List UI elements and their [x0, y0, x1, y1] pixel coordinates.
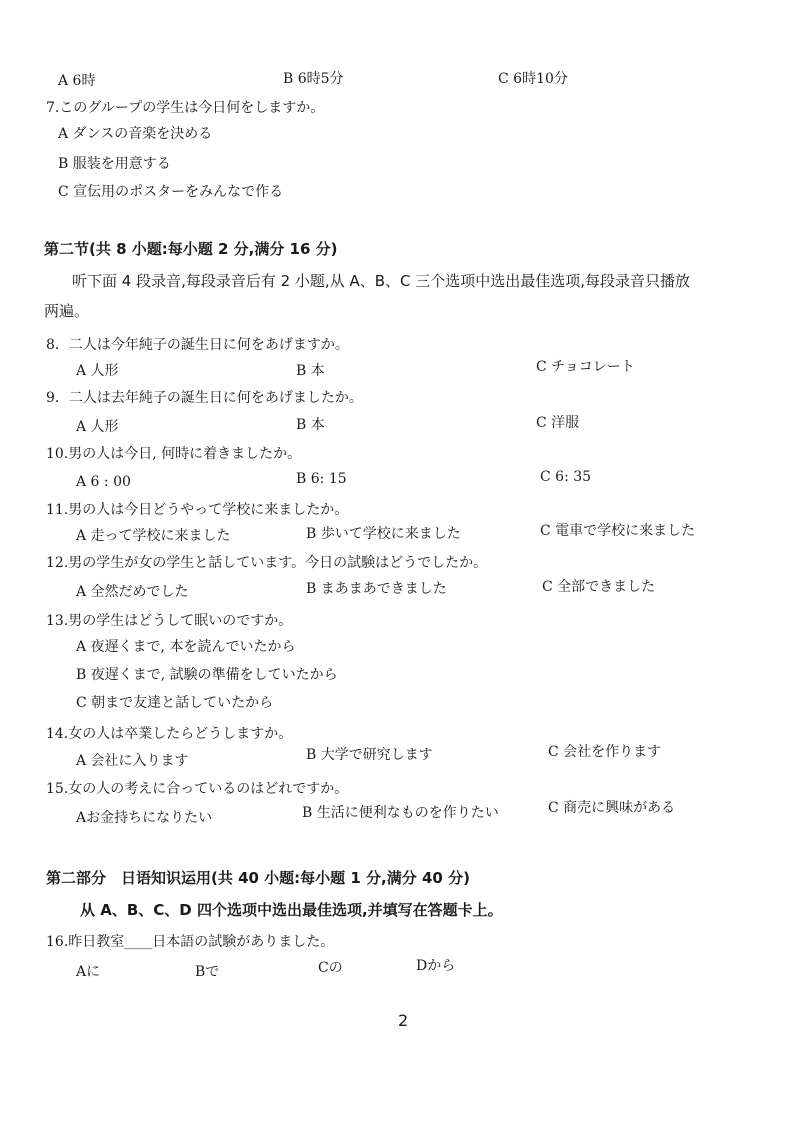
q6-option-c: C 6時10分 [498, 71, 568, 87]
q10-stem: 10.男の人は今日, 何時に着きましたか。 [46, 446, 302, 462]
q11-option-a: A 走って学校に来ました [76, 528, 231, 544]
q10-option-b: B 6: 15 [296, 471, 347, 487]
q13-option-a: A 夜遅くまで, 本を読んでいたから [76, 639, 296, 655]
q15-option-c: C 商売に興味がある [548, 800, 676, 816]
q6-option-a: A 6時 [58, 73, 96, 89]
section2-instructions-line1: 听下面 4 段录音,每段录音后有 2 小题,从 A、B、C 三个选项中选出最佳选项,每段录音只播放 [72, 272, 691, 290]
q14-option-c: C 会社を作ります [548, 744, 662, 760]
q7-stem: 7.このグループの学生は今日何をしますか。 [46, 100, 325, 116]
q8-option-a: A 人形 [76, 363, 119, 379]
q14-option-b: B 大学で研究します [306, 747, 433, 763]
q12-option-b: B まあまあできました [306, 581, 447, 597]
q16-option-c: Cの [318, 960, 343, 976]
q11-stem: 11.男の人は今日どうやって学校に来ましたか。 [46, 502, 349, 518]
q13-stem: 13.男の学生はどうして眠いのですか。 [46, 613, 293, 629]
q9-option-c: C 洋服 [536, 415, 580, 431]
q15-option-a: Aお金持ちになりたい [76, 810, 213, 826]
section2-heading: 第二节(共 8 小题:每小题 2 分,满分 16 分) [44, 240, 338, 258]
page-number: 2 [398, 1011, 409, 1030]
q15-option-b: B 生活に便利なものを作りたい [302, 805, 499, 821]
q8-stem: 8．二人は今年純子の誕生日に何をあげますか。 [46, 337, 349, 353]
q16-stem: 16.昨日教室____日本語の試験がありました。 [46, 934, 335, 950]
q7-option-b: B 服装を用意する [58, 156, 171, 172]
q13-option-c: C 朝まで友達と話していたから [76, 695, 274, 711]
q16-option-b: Bで [195, 964, 220, 980]
q14-stem: 14.女の人は卒業したらどうしますか。 [46, 726, 293, 742]
q8-option-c: C チョコレート [536, 359, 635, 375]
q13-option-b: B 夜遅くまで, 試験の準備をしていたから [76, 667, 338, 683]
q10-option-a: A 6 : 00 [76, 474, 131, 490]
q10-option-c: C 6: 35 [540, 469, 592, 485]
q9-option-a: A 人形 [76, 419, 119, 435]
part2-heading: 第二部分 日语知识运用(共 40 小题:每小题 1 分,满分 40 分) [46, 869, 470, 887]
q11-option-b: B 歩いて学校に来ました [306, 526, 461, 542]
q16-option-a: Aに [76, 964, 101, 980]
q9-stem: 9．二人は去年純子の誕生日に何をあげましたか。 [46, 390, 363, 406]
q16-option-d: Dから [416, 958, 456, 974]
section2-instructions-line2: 两遍。 [44, 302, 90, 320]
q7-option-a: A ダンスの音楽を決める [58, 126, 213, 142]
q12-option-a: A 全然だめでした [76, 584, 189, 600]
q14-option-a: A 会社に入ります [76, 753, 189, 769]
q12-stem: 12.男の学生が女の学生と話しています。今日の試験はどうでしたか。 [46, 555, 488, 571]
q9-option-b: B 本 [296, 417, 325, 433]
q12-option-c: C 全部できました [542, 579, 656, 595]
q15-stem: 15.女の人の考えに合っているのはどれですか。 [46, 781, 349, 797]
q11-option-c: C 電車で学校に来ました [540, 523, 696, 539]
part2-instructions: 从 A、B、C、D 四个选项中选出最佳选项,并填写在答题卡上。 [80, 901, 503, 919]
q8-option-b: B 本 [296, 363, 325, 379]
q7-option-c: C 宣伝用のポスターをみんなで作る [58, 184, 284, 200]
q6-option-b: B 6時5分 [283, 71, 344, 87]
